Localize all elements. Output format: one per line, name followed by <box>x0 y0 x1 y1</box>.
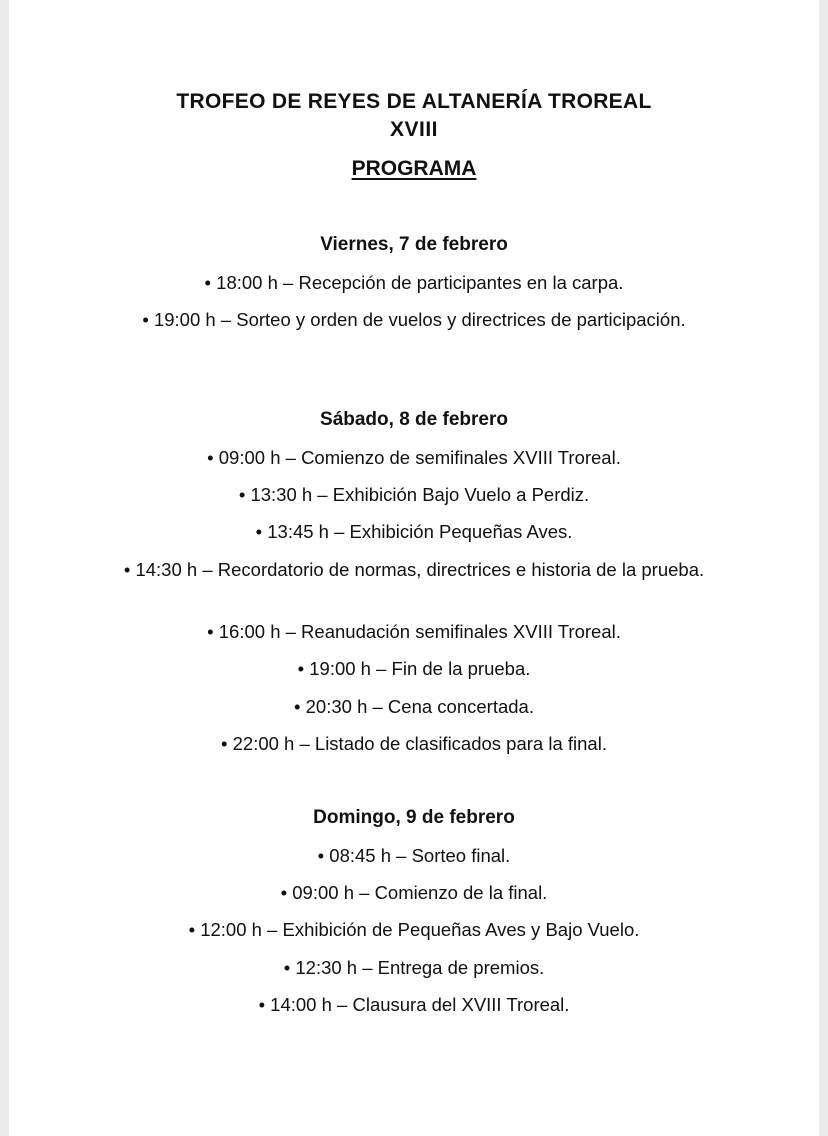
schedule-item: • 16:00 h – Reanudación semifinales XVIII Troreal. <box>207 621 621 642</box>
schedule-item: • 12:00 h – Exhibición de Pequeñas Aves y Bajo Vuelo. <box>188 919 640 940</box>
day-heading-friday: Viernes, 7 de febrero <box>320 234 508 255</box>
schedule-item: • 14:00 h – Clausura del XVIII Troreal. <box>258 994 570 1015</box>
schedule-item: • 22:00 h – Listado de clasificados para la final. <box>221 733 607 754</box>
schedule-item: • 19:00 h – Sorteo y orden de vuelos y directrices de participación. <box>142 309 686 330</box>
schedule-item: • 13:30 h – Exhibición Bajo Vuelo a Perdiz. <box>238 484 590 505</box>
schedule-item: • 14:30 h – Recordatorio de normas, directrices e historia de la prueba. <box>123 559 705 580</box>
document-page <box>9 0 819 1136</box>
schedule-item: • 09:00 h – Comienzo de la final. <box>280 882 548 903</box>
schedule-item: • 20:30 h – Cena concertada. <box>294 696 534 717</box>
day-heading-sunday: Domingo, 9 de febrero <box>313 807 515 828</box>
schedule-item: • 18:00 h – Recepción de participantes en la carpa. <box>204 272 624 293</box>
program-heading-text: PROGRAMA <box>351 157 477 180</box>
document-title-number: XVIII <box>389 118 439 141</box>
document-title: TROFEO DE REYES DE ALTANERÍA TROREAL <box>176 90 652 113</box>
schedule-item: • 09:00 h – Comienzo de semifinales XVIII Troreal. <box>207 447 621 468</box>
schedule-item: • 12:30 h – Entrega de premios. <box>283 957 545 978</box>
schedule-item: • 08:45 h – Sorteo final. <box>317 845 511 866</box>
day-heading-saturday: Sábado, 8 de febrero <box>320 409 508 430</box>
schedule-item: • 13:45 h – Exhibición Pequeñas Aves. <box>255 521 573 542</box>
program-heading <box>9 155 819 183</box>
schedule-item: • 19:00 h – Fin de la prueba. <box>297 658 531 679</box>
